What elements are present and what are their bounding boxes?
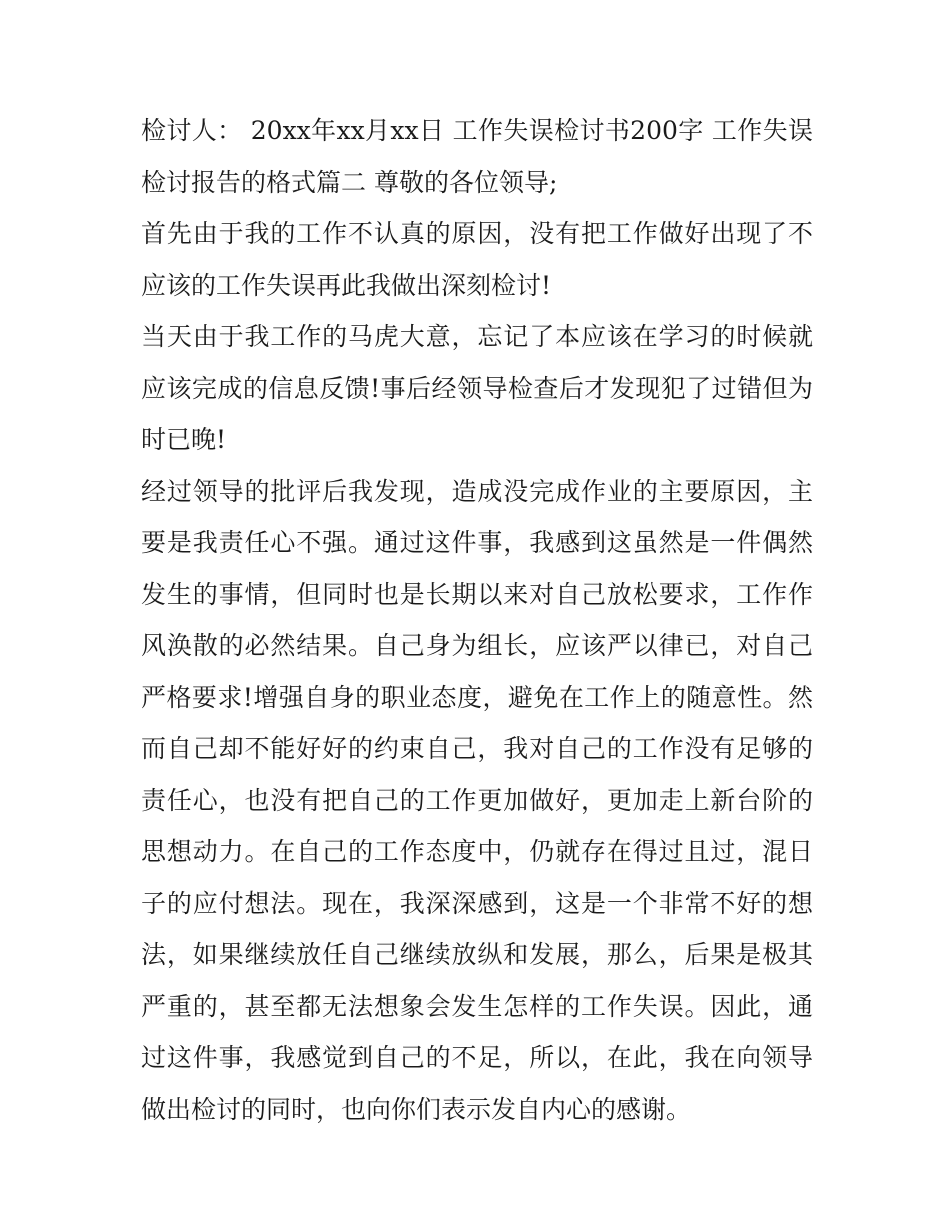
document-body: [141, 105, 813, 1135]
paragraph-incident: 当天由于我工作的马虎大意，忘记了本应该在学习的时候就应该完成的信息反馈!事后经领导检查后才发现犯了过错但为时已晚!: [141, 322, 813, 454]
paragraph-header: 检讨人： 20xx年xx月xx日 工作失误检讨书200字 工作失误检讨报告的格式篇二 尊敬的各位领导;: [141, 116, 813, 197]
paragraph-apology: 首先由于我的工作不认真的原因，没有把工作做好出现了不应该的工作失误再此我做出深刻检讨!: [141, 219, 813, 300]
paragraph-reflection: 经过领导的批评后我发现，造成没完成作业的主要原因，主要是我责任心不强。通过这件事，我感到这虽然是一件偶然发生的事情，但同时也是长期以来对自己放松要求，工作作风涣散的必然结果。自己身为组长，应该严以律已，对自己严格要求!增强自身的职业态度，避免在工作上的随意性。然而自己却不能好好的约束自己，我对自己的工作没有足够的责任心，也没有把自己的工作更加做好，更加走上新台阶的思想动力。在自己的工作态度中，仍就存在得过且过，混日子的应付想法。现在，我深深感到，这是一个非常不好的想法，如果继续放任自己继续放纵和发展，那么，后果是极其严重的，甚至都无法想象会发生怎样的工作失误。因此，通过这件事，我感觉到自己的不足，所以，在此，我在向领导做出检讨的同时，也向你们表示发自内心的感谢。: [141, 476, 813, 1124]
